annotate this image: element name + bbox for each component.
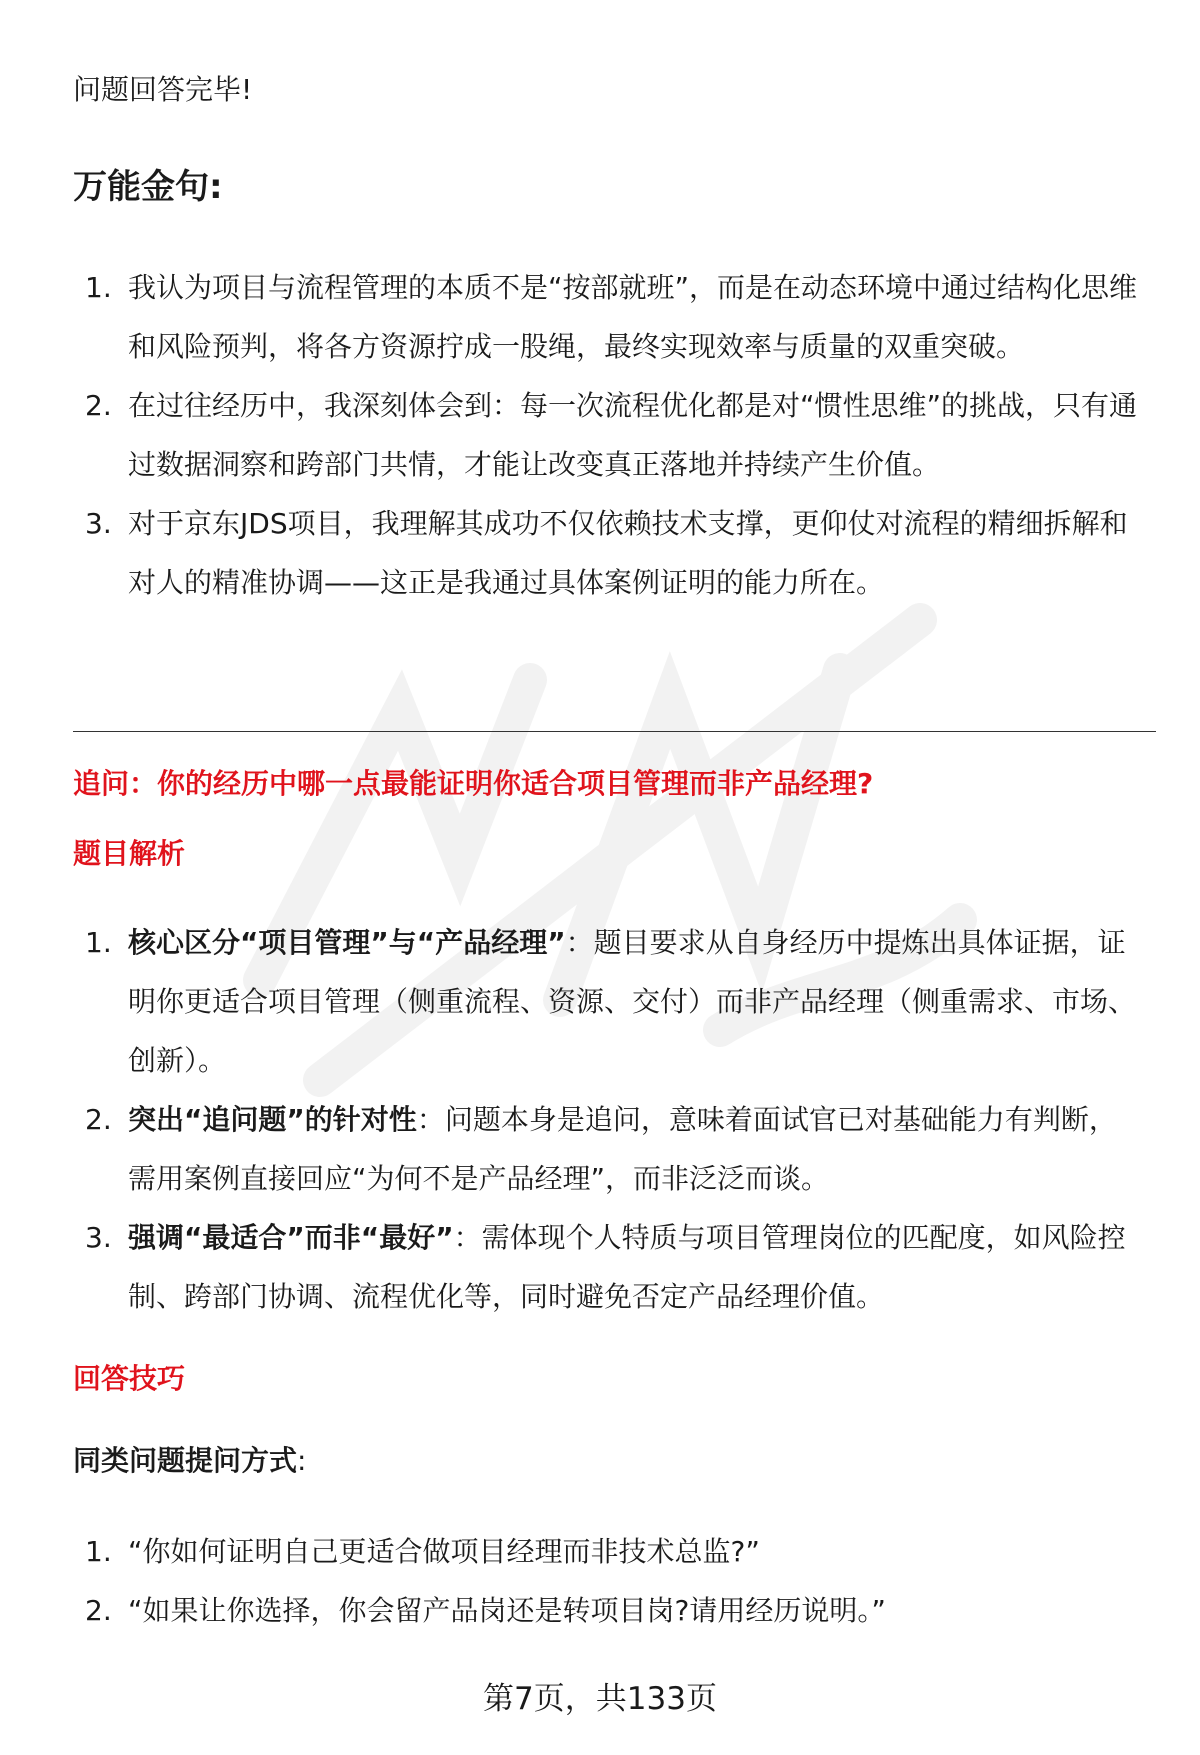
- similar-heading: [73, 1437, 306, 1485]
- list-number: 1.: [85, 926, 112, 959]
- list-text: 我认为项目与流程管理的本质不是“按部就班”，而是在动态环境中通过结构化思维和风险预判，将各方资源拧成一股绳，最终实现效率与质量的双重突破。: [128, 271, 1138, 363]
- page-footer: 第7页，共133页: [483, 1681, 717, 1717]
- list-item: [73, 258, 1143, 376]
- list-number: 2.: [85, 1594, 112, 1627]
- list-number: 3.: [85, 1221, 112, 1254]
- list-number: 3.: [85, 507, 112, 540]
- list-number: 2.: [85, 1103, 112, 1136]
- list-item: [73, 1208, 1143, 1326]
- followup-question: 追问：你的经历中哪一点最能证明你适合项目管理而非产品经理?: [73, 767, 874, 800]
- list-item: [73, 1522, 1143, 1581]
- list-number: 1.: [85, 1535, 112, 1568]
- list-item: [73, 376, 1143, 494]
- similar-heading-text: 同类问题提问方式: [73, 1444, 298, 1477]
- intro-text: 问题回答完毕!: [73, 73, 253, 106]
- golden-list: [73, 258, 1143, 612]
- list-number: 1.: [85, 271, 112, 304]
- list-text: 在过往经历中，我深刻体会到：每一次流程优化都是对“惯性思维”的挑战，只有通过数据洞察和跨部门共情，才能让改变真正落地并持续产生价值。: [128, 389, 1138, 481]
- list-item: [73, 494, 1143, 612]
- list-text: ：问题本身是追问，意味着面试官已对基础能力有判断，需用案例直接回应“为何不是产品经理”，而非泛泛而谈。: [128, 1103, 1117, 1195]
- list-text: 对于京东JDS项目，我理解其成功不仅依赖技术支撑，更仰仗对流程的精细拆解和对人的精准协调——这正是我通过具体案例证明的能力所在。: [128, 507, 1128, 599]
- list-item: [73, 1581, 1143, 1640]
- list-text: ：题目要求从自身经历中提炼出具体证据，证明你更适合项目管理（侧重流程、资源、交付）而非产品经理（侧重需求、市场、创新）。: [128, 926, 1137, 1077]
- tips-heading: 回答技巧: [73, 1362, 186, 1395]
- list-number: 2.: [85, 389, 112, 422]
- list-bold-lead: 强调“最适合”而非“最好”: [128, 1221, 454, 1254]
- list-bold-lead: 突出“追问题”的针对性: [128, 1103, 417, 1136]
- similar-heading-colon: :: [297, 1444, 307, 1477]
- list-text: “你如何证明自己更适合做项目经理而非技术总监?”: [128, 1535, 760, 1568]
- list-text: “如果让你选择，你会留产品岗还是转项目岗?请用经历说明。”: [128, 1594, 886, 1627]
- analysis-list: [73, 913, 1143, 1326]
- analysis-heading: 题目解析: [73, 837, 186, 870]
- golden-heading: 万能金句:: [73, 167, 223, 207]
- similar-list: [73, 1522, 1143, 1640]
- list-text: ：需体现个人特质与项目管理岗位的匹配度，如风险控制、跨部门协调、流程优化等，同时避免否定产品经理价值。: [128, 1221, 1126, 1313]
- list-item: [73, 913, 1143, 1090]
- section-divider: [73, 731, 1156, 732]
- list-bold-lead: 核心区分“项目管理”与“产品经理”: [128, 926, 566, 959]
- list-item: [73, 1090, 1143, 1208]
